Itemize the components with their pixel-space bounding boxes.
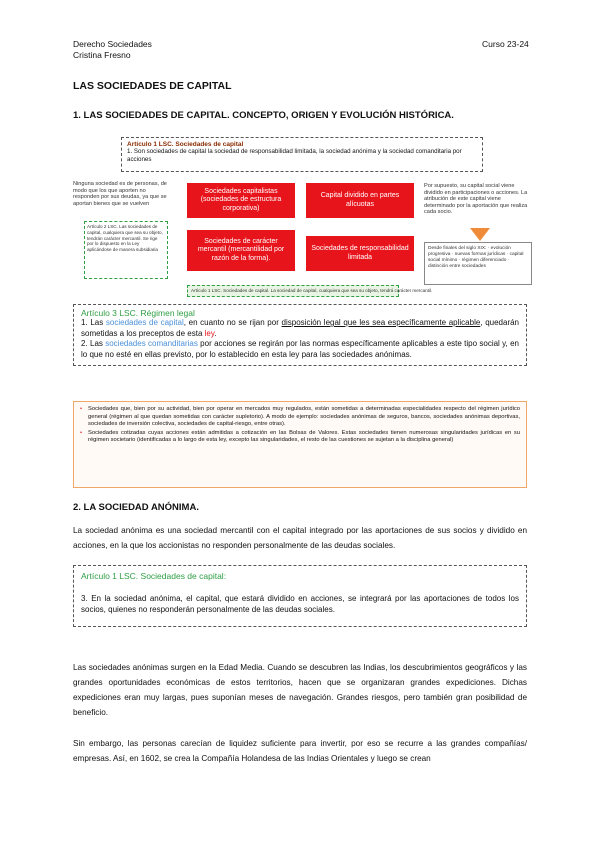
left-note: Ninguna sociedad es de personas, de modo que los que aporten no responden por sus deudas, ya que se aportan bienes que se vuelven	[73, 181, 167, 207]
section1-heading: 1. LAS SOCIEDADES DE CAPITAL. CONCEPTO, ORIGEN Y EVOLUCIÓN HISTÓRICA.	[73, 110, 454, 121]
green-note-box: Artículo 2 LSC. Las sociedades de capital, cualquiera que sea su objeto, tendrán carácter mercantil. Se rige por lo dispuesto en la Ley aplicándose de manera subsidiaria	[84, 221, 168, 279]
bullet-text-1: Sociedades que, bien por su actividad, bien por operar en mercados muy regulados, están sometidas a determinadas especialidades respecto del régimen jurídico general (régimen al que quedan sometidas con carácter supletorio). A modo de ejemplo: sociedades anónimas de seguros, bancos, sociedades anónimas deportivas, sociedades de inversión colectiva, sociedades de capital-riesgo, entre otras).	[88, 406, 520, 428]
bottom-bar: Artículo 1 LSC. Sociedades de capital. La sociedad de capital, cualquiera que sea su objeto, tendrá carácter mercantil.	[187, 285, 399, 297]
art3-box	[73, 304, 527, 366]
right-note: Por supuesto, su capital social viene dividido en participaciones o acciones. La atribución de este capital viene determinado por la aportación que realiza cada socio.	[424, 183, 528, 215]
art3-p1-d: disposición legal que les sea específicamente aplicable	[281, 318, 481, 327]
art3-p1-g: .	[214, 328, 217, 338]
art3-title: Artículo 3 LSC. Régimen legal	[81, 308, 195, 318]
bullet-item	[80, 430, 520, 445]
art1-sa-title: Artículo 1 LSC. Sociedades de capital:	[81, 571, 227, 581]
arrow-down-icon	[470, 228, 490, 242]
art1-sa-box	[73, 565, 527, 627]
page-title: LAS SOCIEDADES DE CAPITAL	[73, 80, 232, 92]
art1-text: 1. Son sociedades de capital la sociedad de responsabilidad limitada, la sociedad anónima y la sociedad comanditaria por acciones	[127, 148, 462, 163]
header-year: Curso 23-24	[482, 39, 529, 49]
spacer	[81, 581, 519, 593]
header-course: Derecho Sociedades	[73, 39, 152, 49]
art3-p2-b: sociedades comanditarias	[105, 339, 198, 348]
art1-sa-text: 3. En la sociedad anónima, el capital, que estará dividido en acciones, se integrará por las aportaciones de todos los socios, quienes no responderán personalmente de las deudas sociales.	[81, 594, 519, 614]
art3-p1-b: sociedades de capital	[105, 318, 184, 327]
section2-p1: Las sociedades anónimas surgen en la Edad Media. Cuando se descubren las Indias, los descubrimientos geográficos y las grandes oportunidades económicas de estos territorios, hacen que se organizaran grandes expediciones. Dichas expediciones eran muy largas, pues suponían meses de navegación. Grandes riesgos, pero también gran posibilidad de beneficio.	[73, 663, 527, 717]
art3-p2	[81, 339, 519, 360]
art1-title: Artículo 1 LSC. Sociedades de capital	[127, 141, 244, 148]
art3-p1-f: ley	[204, 328, 215, 338]
section2-p2: Sin embargo, las personas carecían de liquidez suficiente para invertir, por eso se recurre a las grandes compañías/ empresas. Así, en 1602, se crea la Compañía Holandesa de las Indias Orientales y luego se crean	[73, 739, 527, 763]
art3-p1	[81, 318, 519, 339]
right-list-box: Desde finales del siglo XIX: · evolución progresiva · nuevas formas jurídicas · capital social mínimo · régimen diferenciado · distinción entre sociedades	[424, 242, 532, 285]
bullet-icon: •	[80, 406, 83, 412]
art3-p1-e: , quedarán sometidas a los preceptos de esta	[81, 318, 520, 338]
art3-p1-c: , en cuanto no se rijan por	[183, 318, 282, 327]
header-author: Cristina Fresno	[73, 50, 131, 60]
box-capitalistas: Sociedades capitalistas (sociedades de estructura corporativa)	[187, 183, 295, 218]
box-mercantil: Sociedades de carácter mercantil (mercantilidad por razón de la forma).	[187, 230, 295, 271]
bullets-box	[73, 401, 527, 488]
art1-box	[121, 137, 483, 172]
bullet-item	[80, 406, 520, 429]
bullet-text-2: Sociedades cotizadas cuyas acciones están admitidas a cotización en las Bolsas de Valores. Estas sociedades tienen numerosas singularidades jurídicas en su régimen societario (identificadas a lo largo de esta ley, excepto las singularidades, el resto de las cuestiones se sujetan a la disciplina general)	[88, 429, 520, 444]
bullet-icon: •	[80, 429, 83, 436]
box-responsabilidad: Sociedades de responsabilidad limitada	[306, 236, 414, 271]
section2-intro: La sociedad anónima es una sociedad mercantil con el capital integrado por las aportaciones de sus socios y dividido en acciones, en la que los accionistas no responden personalmente de las deudas sociales.	[73, 526, 527, 550]
art3-p2-c: por acciones se regirán por las normas específicamente aplicables a este tipo social y, en lo que no esté en ellas previsto, por lo establecido en esta ley para las sociedades anónimas.	[81, 339, 520, 359]
box-capital-dividido: Capital dividido en partes alícuotas	[306, 183, 414, 218]
art3-p2-a: 2. Las	[81, 339, 106, 348]
section2-heading: 2. LA SOCIEDAD ANÓNIMA.	[73, 502, 199, 513]
art3-p1-a: 1. Las	[81, 318, 106, 327]
